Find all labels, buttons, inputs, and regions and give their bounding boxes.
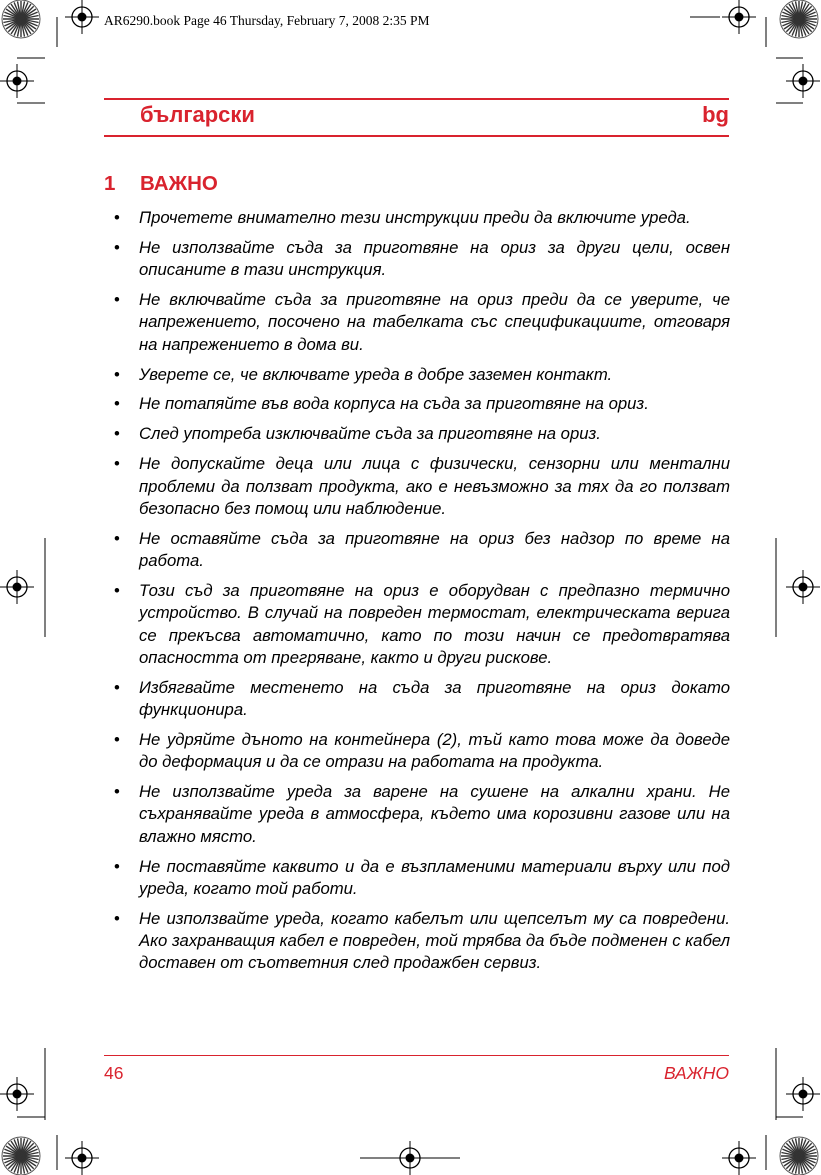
list-item [114,423,730,445]
bullet-icon: • [114,528,120,548]
header-bottom-rule [104,135,729,137]
list-item [114,207,730,229]
list-item [114,781,730,848]
list-item [114,453,730,520]
footer-rule [104,1055,729,1056]
bullet-icon: • [114,424,120,444]
footer-section-title: ВАЖНО [663,1063,729,1083]
bullet-icon: • [114,729,120,749]
list-item [114,289,730,356]
bullet-icon: • [114,394,120,414]
list-item-text: Не допускайте деца или лица с физически, сензорни или ментални проблеми да ползват продукта, ако е невъзможно за тях да го ползват безопасно без помощ или наблюдение. [139,454,730,518]
instruction-list [114,207,730,982]
list-item-text: Не оставяйте съда за приготвяне на ориз без надзор по време на работа. [139,528,730,571]
list-item [114,908,730,975]
list-item-text: Избягвайте местенето на съда за приготвяне на ориз докато функционира. [139,677,730,719]
list-item-text: Прочетете внимателно тези инструкции преди да включите уреда. [139,208,691,227]
list-item [114,677,730,722]
list-item-text: След употреба изключвайте съда за приготвяне на ориз. [139,424,601,444]
list-item [114,237,730,282]
list-item-text: Не използвайте уреда, когато кабелът или щепселът му са повредени. Ако захранващия кабел е повреден, той трябва да бъде подменен с кабел доставен от съответния след продажбен сервиз. [139,908,730,973]
bullet-icon: • [114,237,120,257]
header-top-rule [104,98,729,100]
page-number: 46 [104,1063,124,1083]
bullet-icon: • [114,782,120,802]
list-item-text: Не използвайте съда за приготвяне на ориз за други цели, освен описаните в тази инструкция. [139,237,730,280]
list-item [114,856,730,901]
list-item [114,580,730,669]
list-item [114,528,730,573]
section-number: 1 [104,172,116,195]
list-item-text: Не използвайте уреда за варене на сушене на алкални храни. Не съхранявайте уреда в атмосфера, където има корозивни газове или на влажно място. [139,782,730,846]
list-item [114,364,730,386]
bullet-icon: • [114,290,120,310]
list-item-text: Не удряйте дъното на контейнера (2), тъй като това може да доведе до деформация и да се отрази на работата на продукта. [139,729,730,772]
bullet-icon: • [114,364,120,384]
section-title: ВАЖНО [140,172,218,195]
list-item-text: Не потапяйте във вода корпуса на съда за приготвяне на ориз. [139,394,649,414]
list-item [114,729,730,774]
list-item-text: Не включвайте съда за приготвяне на ориз преди да се уверите, че напрежението, посочено на табелката със спецификациите, отговаря на напрежението в дома ви. [139,290,730,354]
bullet-icon: • [114,677,120,697]
print-slug: AR6290.book Page 46 Thursday, February 7, 2008 2:35 PM [104,13,430,28]
bullet-icon: • [114,580,120,600]
list-item [114,393,730,415]
list-item-text: Този съд за приготвяне на ориз е оборудван с предпазно термично устройство. В случай на повреден термостат, електрическата верига се прекъсва автоматично, като по този начин се предотвратява опасността от прегряване, както и други рискове. [139,580,730,667]
bullet-icon: • [114,856,120,876]
bullet-icon: • [114,208,120,227]
bullet-icon: • [114,454,120,474]
language-code: bg [702,102,729,127]
bullet-icon: • [114,908,120,928]
language-title: български [140,102,255,127]
list-item-text: Не поставяйте каквито и да е възпламеними материали върху или под уреда, когато той работи. [139,856,730,898]
section-heading [104,172,218,196]
list-item-text: Уверете се, че включвате уреда в добре заземен контакт. [139,364,613,384]
